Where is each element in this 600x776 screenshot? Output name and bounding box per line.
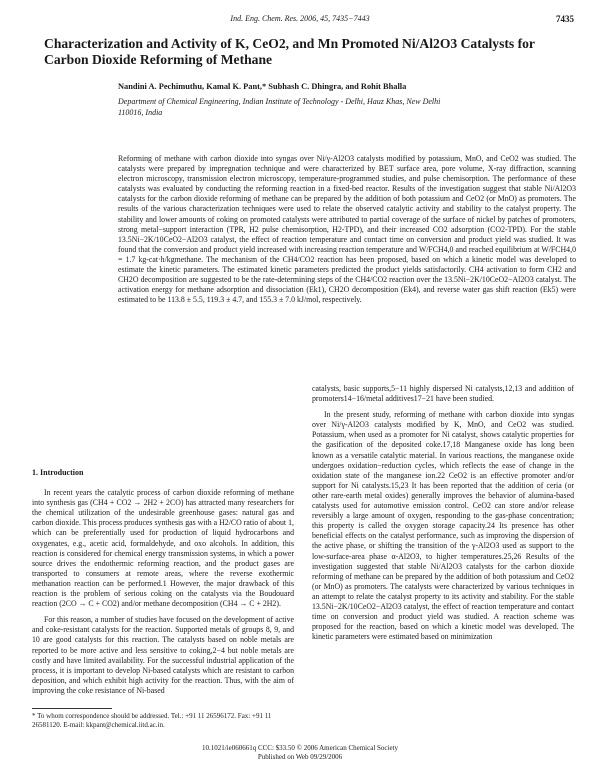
publication-footer <box>150 744 450 761</box>
author-list: Nandini A. Pechimuthu, Kamal K. Pant,* Subhash C. Dhingra, and Rohit Bhalla <box>118 82 407 91</box>
footnote-divider <box>32 708 112 709</box>
page-number: 7435 <box>556 14 574 24</box>
correspondence-footnote: * To whom correspondence should be addressed. Tel.: +91 11 26596172. Fax: +91 11 26581120. E-mail: kkpant@chemical.iitd.ac.in. <box>32 712 272 729</box>
body-paragraph: In the present study, reforming of methane with carbon dioxide into syngas over Ni/γ-Al2O3 catalysts modified by K, MnO, and CeO2 was studied. Potassium, when used as a promoter for Ni catalyst, shows catalytic properties for the gasification of the deposited coke.17,18 Manganese oxide has long been known as a versatile catalytic material. In various reactions, the manganese oxide undergoes oxidation−reduction cycles, which reflects the ease of change in the oxidation state of the manganese ion.22 CeO2 is an effective promoter and/or support for Ni catalysts.15,23 It has been reported that the addition of ceria (or other rare-earth metal oxides) generally improves the behavior of alumina-based catalysts used for automotive emission control. CeO2 can store and/or release reversibly a large amount of oxygen, responding to the gas-phase concentration; this property is called the oxygen storage capacity.24 Its presence has other beneficial effects on the catalyst performance, such as improving the dispersion of the active phase, or shifting the transition of the γ-Al2O3 used as support to the low-surface-area phase α-Al2O3, to higher temperatures.25,26 Results of the investigation suggested that stable Ni/Al2O3 catalysts for the carbon dioxide reforming of methane can be prepared by the addition of both potassium and CeO2 (or MnO) as promoters. The catalysts were characterized by various techniques in an attempt to relate the catalyst property to its activity and stability. For the stable 13.5Ni−2K/10CeO2−Al2O3 catalyst, the effect of reaction temperature and contact time on conversion and product yield was studied. A reaction scheme was proposed for the reaction, based on which a kinetic model was developed. The kinetic parameters were estimated based on minimization <box>312 410 574 642</box>
abstract: Reforming of methane with carbon dioxide into syngas over Ni/γ-Al2O3 catalysts modified by potassium, MnO, and CeO2 was studied. The catalysts were prepared by impregnation technique and were characterized by BET surface area, pore volume, X-ray diffraction, scanning electron microscopy, transmission electron microscopy, temperature-programmed studies, and pulse chemisorption. The performance of these catalysts was evaluated by conducting the reforming reaction in a fixed-bed reactor. Results of the investigation suggest that stable Ni/Al2O3 catalysts for the carbon dioxide reforming of methane can be prepared by the addition of both potassium and CeO2 (or MnO) as promoters. The results of the various characterization techniques were used to relate the observed catalytic activity and stability to the catalyst property. The stability and lower amounts of coking on promoted catalysts were attributed to partial coverage of the surface of nickel by patches of promoters, strong metal−support interaction (TPR, H2 pulse chemisorption, H2-TPD), and their increased CO2 adsorption (CO2-TPD). For the stable 13.5Ni−2K/10CeO2−Al2O3 catalyst, the effect of reaction temperature and contact time on conversion and product yield was studied. It was found that the conversion and product yield increased with increasing reaction temperature and W/FCH4,0 and reached equilibrium at W/FCH4,0 = 1.7 kg-cat·h/kgmethane. The mechanism of the CH4/CO2 reaction has been proposed, based on which a kinetic model was developed to estimate the kinetic parameters. The estimated kinetic parameters predicted the product yields satisfactorily. CH4 activation to form CH2 and CH2O decomposition are suggested to be the rate-determining steps of the CH4/CO2 reaction over the 13.5Ni−2K/10CeO2−Al2O3 catalyst. The activation energy for methane adsorption and dissociation (Ek1), CH2O decomposition (Ek4), and reverse water gas shift reaction (Ek5) were estimated to be 113.8 ± 5.5, 119.3 ± 4.7, and 155.3 ± 7.0 kJ/mol, respectively. <box>118 154 576 305</box>
doi-line: 10.1021/ie060661q CCC: $33.50 © 2006 American Chemical Society <box>201 744 399 752</box>
section-heading-introduction: 1. Introduction <box>32 468 84 477</box>
body-paragraph: catalysts, basic supports,5−11 highly dispersed Ni catalysts,12,13 and addition of promoters14−16/metal additives17−21 have been studied. <box>312 384 574 404</box>
running-head: Ind. Eng. Chem. Res. 2006, 45, 7435−7443 <box>230 14 370 23</box>
right-column <box>312 384 574 648</box>
affiliation: Department of Chemical Engineering, Indian Institute of Technology - Delhi, Hauz Khas, New Delhi 110016, India <box>118 97 441 117</box>
left-column <box>32 468 294 702</box>
article-title: Characterization and Activity of K, CeO2, and Mn Promoted Ni/Al2O3 Catalysts for Carbon Dioxide Reforming of Methane <box>44 36 535 67</box>
published-line: Published on Web 09/29/2006 <box>257 752 343 761</box>
body-paragraph: For this reason, a number of studies have focused on the development of active and coke-resistant catalysts for the reaction. Supported metals of groups 8, 9, and 10 are good catalysts for this reaction. The catalysts based on noble metals are reported to be more active and less sensitive to coking,2−4 but noble metals are costly and have limited availability. For the successful industrial application of the process, it is important to develop Ni-based catalysts which are resistant to carbon deposition, and which exhibit high activity for the reaction. Thus, with the aim of improving the coke resistance of Ni-based <box>32 615 294 695</box>
body-paragraph: In recent years the catalytic process of carbon dioxide reforming of methane into synthesis gas (CH4 + CO2 → 2H2 + 2CO) has attracted many researchers for the chemical utilization of the undesirable greenhouse gases: natural gas and carbon dioxide. This process produces synthesis gas with a H2/CO ratio of about 1, which can be preferentially used for production of liquid hydrocarbons and oxygenates, e.g., acetic acid, formaldehyde, and oxo alcohols. In addition, this reaction is considered for chemical energy transmission systems, in which a power source drives the endothermic reforming reaction, and the product gases are transported to consumers at remote areas, where the reverse exothermic methanation reaction can be performed.1 However, the major drawback of this reaction is the problem of serious coking on the catalysts via the Boudouard reaction (2CO → C + CO2) and/or methane decomposition (CH4 → C + 2H2). <box>32 488 294 609</box>
